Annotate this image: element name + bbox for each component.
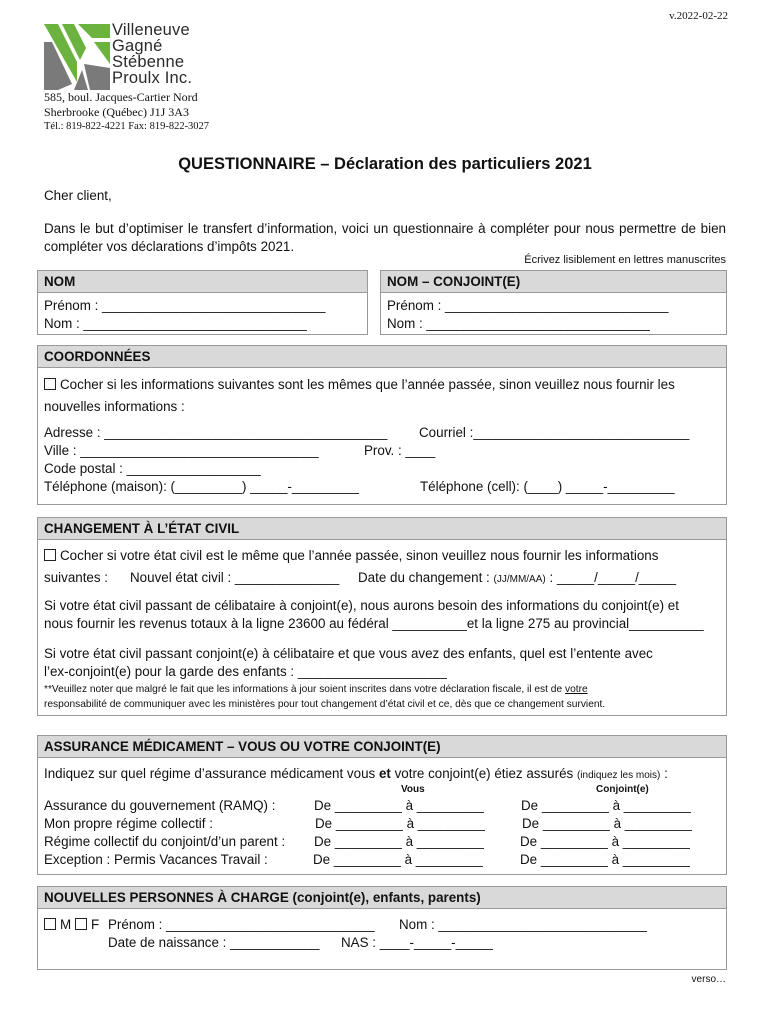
gender-m-checkbox[interactable] bbox=[44, 918, 56, 930]
section-header: CHANGEMENT À L’ÉTAT CIVIL bbox=[38, 518, 726, 540]
prenom-field[interactable]: Prénom : ______________________________ bbox=[44, 298, 326, 313]
celib-conjoint-text: Si votre état civil passant de célibataire à conjoint(e), nous aurons besoin des informations du conjoint(e) et bbox=[44, 598, 679, 613]
section-nom bbox=[37, 270, 368, 335]
question-end: : bbox=[664, 766, 668, 781]
intro-paragraph: Dans le but d’optimiser le transfert d’information, voici un questionnaire à compléter pour nous permettre de bien compléter vos déclarations d’impôts 2021. bbox=[44, 221, 726, 254]
garde-enfants-field[interactable]: l’ex-conjoint(e) pour la garde des enfants : ____________________ bbox=[44, 664, 447, 679]
personne-prenom-field[interactable]: Prénom : ____________________________ bbox=[108, 917, 375, 932]
tel-maison-field[interactable]: Téléphone (maison): (_________) _____-_________ bbox=[44, 479, 359, 494]
assurance-row-conjoint[interactable]: De _________ à _________ bbox=[521, 798, 691, 813]
handwriting-note: Écrivez lisiblement en lettres manuscrites bbox=[524, 254, 726, 266]
address-city: Sherbrooke (Québec) J1J 3A3 bbox=[44, 105, 189, 119]
section-header: NOM bbox=[38, 271, 367, 293]
address-phone: Tél.: 819-822-4221 Fax: 819-822-3027 bbox=[44, 121, 210, 132]
same-info-row bbox=[44, 377, 675, 392]
same-status-row bbox=[44, 548, 658, 563]
assurance-row-label: Exception : Permis Vacances Travail : bbox=[44, 852, 268, 867]
section-header: ASSURANCE MÉDICAMENT – VOUS OU VOTRE CONJOINT(E) bbox=[38, 736, 726, 758]
section-coordonnees bbox=[37, 345, 727, 505]
nouvel-etat-field[interactable]: Nouvel état civil : ______________ bbox=[130, 570, 340, 585]
section-assurance bbox=[37, 735, 727, 875]
section-header: NOM – CONJOINT(E) bbox=[381, 271, 726, 293]
assurance-row-label: Régime collectif du conjoint/d’un parent : bbox=[44, 834, 286, 849]
conjoint-nom-field[interactable]: Nom : ______________________________ bbox=[387, 316, 650, 331]
suivantes-label: suivantes : bbox=[44, 570, 109, 585]
same-status-checkbox[interactable] bbox=[44, 549, 56, 561]
gender-m-label: M bbox=[60, 917, 72, 932]
question-text: Indiquez sur quel régime d’assurance médicament vous bbox=[44, 766, 379, 781]
greeting: Cher client, bbox=[44, 188, 112, 203]
question-text: votre conjoint(e) étiez assurés bbox=[390, 766, 574, 781]
gender-m-option[interactable] bbox=[44, 917, 71, 932]
question-small: (indiquez les mois) bbox=[576, 770, 661, 781]
verso-label: verso… bbox=[691, 974, 726, 985]
conjoint-celib-text: Si votre état civil passant conjoint(e) à célibataire et que vous avez des enfants, quel est l’entente avec bbox=[44, 646, 653, 661]
gender-f-checkbox[interactable] bbox=[75, 918, 87, 930]
version-label: v.2022-02-22 bbox=[669, 10, 728, 22]
page-title: QUESTIONNAIRE – Déclaration des particuliers 2021 bbox=[178, 155, 592, 173]
legal-note bbox=[44, 682, 588, 697]
section-header: COORDONNÉES bbox=[38, 346, 726, 368]
nom-field[interactable]: Nom : ______________________________ bbox=[44, 316, 307, 331]
nas-field[interactable]: NAS : ____-_____-_____ bbox=[341, 935, 493, 950]
gender-f-label: F bbox=[91, 917, 100, 932]
gender-f-option[interactable] bbox=[75, 917, 99, 932]
date-label: Date du changement : bbox=[358, 570, 490, 585]
checkbox-label: Cocher si les informations suivantes sont les mêmes que l’année passée, sinon veuillez nous fournir les bbox=[60, 377, 675, 392]
date-blanks: : _____/_____/_____ bbox=[549, 570, 677, 585]
company-name-line: Gagné bbox=[112, 37, 163, 55]
assurance-row-conjoint[interactable]: De _________ à _________ bbox=[522, 816, 692, 831]
assurance-row-conjoint[interactable]: De _________ à _________ bbox=[520, 852, 690, 867]
section-personnes bbox=[37, 886, 727, 970]
section-nom-conjoint bbox=[380, 270, 727, 335]
col-conjoint: Conjoint(e) bbox=[596, 784, 649, 795]
same-info-checkbox[interactable] bbox=[44, 378, 56, 390]
courriel-field[interactable]: Courriel :_____________________________ bbox=[419, 425, 690, 440]
legal-note-cont: responsabilité de communiquer avec les ministères pour tout changement d’état civil et ce, dès que ce changement survient. bbox=[44, 699, 606, 710]
ville-field[interactable]: Ville : ________________________________ bbox=[44, 443, 319, 458]
assurance-question bbox=[44, 766, 668, 781]
assurance-row-vous[interactable]: De _________ à _________ bbox=[313, 852, 483, 867]
section-etat-civil bbox=[37, 517, 727, 716]
revenus-fields[interactable]: nous fournir les revenus totaux à la ligne 23600 au fédéral __________et la ligne 275 au provincial__________ bbox=[44, 616, 704, 631]
code-postal-field[interactable]: Code postal : __________________ bbox=[44, 461, 261, 476]
address-street: 585, boul. Jacques-Cartier Nord bbox=[44, 90, 198, 104]
section-header: NOUVELLES PERSONNES À CHARGE (conjoint(e), enfants, parents) bbox=[38, 887, 726, 909]
assurance-row-vous[interactable]: De _________ à _________ bbox=[314, 834, 484, 849]
company-name bbox=[112, 22, 222, 86]
province-field[interactable]: Prov. : ____ bbox=[364, 443, 436, 458]
question-bold: et bbox=[378, 766, 391, 781]
assurance-row-vous[interactable]: De _________ à _________ bbox=[314, 798, 484, 813]
col-vous: Vous bbox=[401, 784, 425, 795]
tel-cell-field[interactable]: Téléphone (cell): (____) _____-_________ bbox=[420, 479, 675, 494]
assurance-row-label: Assurance du gouvernement (RAMQ) : bbox=[44, 798, 276, 813]
assurance-row-vous[interactable]: De _________ à _________ bbox=[315, 816, 485, 831]
company-name-line: Proulx Inc. bbox=[112, 69, 193, 87]
personne-nom-field[interactable]: Nom : ____________________________ bbox=[399, 917, 647, 932]
date-format: (JJ/MM/AA) bbox=[493, 574, 546, 585]
checkbox-label: Cocher si votre état civil est le même que l’année passée, sinon veuillez nous fournir les informations bbox=[60, 548, 659, 563]
assurance-row-conjoint[interactable]: De _________ à _________ bbox=[520, 834, 690, 849]
assurance-row-label: Mon propre régime collectif : bbox=[44, 816, 213, 831]
conjoint-prenom-field[interactable]: Prénom : ______________________________ bbox=[387, 298, 669, 313]
date-naissance-field[interactable]: Date de naissance : ____________ bbox=[108, 935, 320, 950]
date-changement-field[interactable] bbox=[358, 570, 676, 585]
legal-note-underline: votre bbox=[564, 684, 588, 695]
company-name-line: Villeneuve bbox=[112, 21, 190, 39]
legal-note-text: **Veuillez noter que malgré le fait que les informations à jour soient inscrites dans votre déclaration fiscale, il est de bbox=[44, 684, 565, 695]
checkbox-label-cont: nouvelles informations : bbox=[44, 399, 185, 414]
logo-mark-icon bbox=[44, 24, 110, 90]
company-name-line: Stébenne bbox=[112, 53, 185, 71]
adresse-field[interactable]: Adresse : ______________________________________ bbox=[44, 425, 388, 440]
